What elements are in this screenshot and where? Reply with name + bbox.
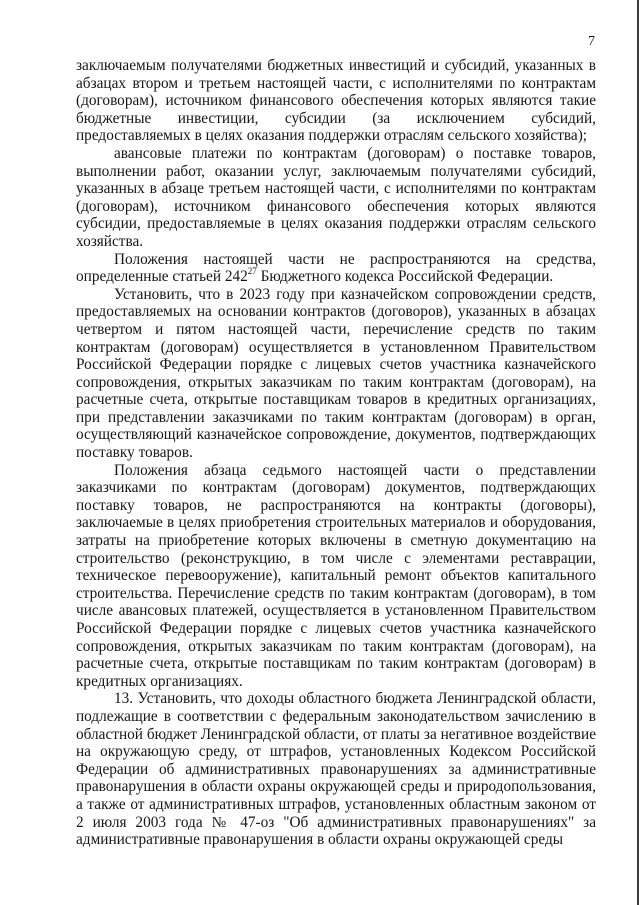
paragraph-continuation: заключаемым получателями бюджетных инвестиций и субсидий, указанных в абзацах втором и третьем настоящей части, с исполнителями по контрактам (договорам), источником финансового обеспечения которых являются такие бюджетные инвестиции, субсидии (за исключением субсидий, предоставляемых в целях оказания поддержки отраслям сельского хозяйства); — [76, 57, 596, 145]
page-number: 7 — [588, 34, 595, 49]
paragraph-treasury-support-2023: Установить, что в 2023 году при казначейском сопровождении средств, предоставляемых на основании контрактов (договоров), указанных в абзацах четвертом и пятом настоящей части, перечисление средств по таким контрактам (договорам) осуществляется в установленном Правительством Российской Федерации порядке с лицевых счетов участника казначейского сопровождения, открытых заказчикам по таким контрактам (договорам), на расчетные счета, открытые поставщикам товаров в кредитных организациях, при представлении заказчиками по таким контрактам (договорам) в орган, осуществляющий казначейское сопровождение, документов, подтверждающих поставку товаров. — [76, 285, 596, 462]
paragraph-section-13: 13. Установить, что доходы областного бюджета Ленинградской области, подлежащие в соответствии с федеральным законодательством зачислению в областной бюджет Ленинградской области, от платы за негативное воздействие на окружающую среду, от штрафов, установленных Кодексом Российской Федерации об административных правонарушениях за административные правонарушения в области охраны окружающей среды и природопользования, а также от административных штрафов, установленных областным законом от 2 июля 2003 года № 47-оз "Об административных правонарушениях" за административные правонарушения в области охраны окружающей среды — [76, 690, 596, 849]
paragraph-exemption-242 — [76, 251, 596, 286]
paragraph-construction-materials: Положения абзаца седьмого настоящей части о представлении заказчиками по контрактам (договорам) документов, подтверждающих поставку товаров, не распространяются на контракты (договоры), заключаемые в целях приобретения строительных материалов и оборудования, затраты на приобретение которых включены в сметную документацию на строительство (реконструкцию, в том числе с элементами реставрации, техническое перевооружение), капитальный ремонт объектов капитального строительства. Перечисление средств по таким контрактам (договорам), в том числе авансовых платежей, осуществляется в установленном Правительством Российской Федерации порядке с лицевых счетов участника казначейского сопровождения, открытых заказчикам по таким контрактам (договорам), на расчетные счета, открытые поставщикам по таким контрактам (договорам) в кредитных организациях. — [76, 461, 596, 690]
paragraph-exemption-text: Положения настоящей части не распространяются на средства, определенные статьей 242 — [76, 250, 596, 286]
page-edge-line — [637, 0, 639, 905]
paragraph-advance-payments: авансовые платежи по контрактам (договорам) о поставке товаров, выполнении работ, оказании услуг, заключаемым получателями субсидий, указанных в абзаце третьем настоящей части, с исполнителями по контрактам (договорам), источником финансового обеспечения которых являются субсидии, предоставляемые в целях оказания поддержки отраслям сельского хозяйства. — [76, 144, 596, 250]
paragraph-exemption-tail: Бюджетного кодекса Российской Федерации. — [256, 268, 554, 286]
article-superscript: 27 — [247, 266, 257, 277]
document-body — [76, 57, 596, 849]
